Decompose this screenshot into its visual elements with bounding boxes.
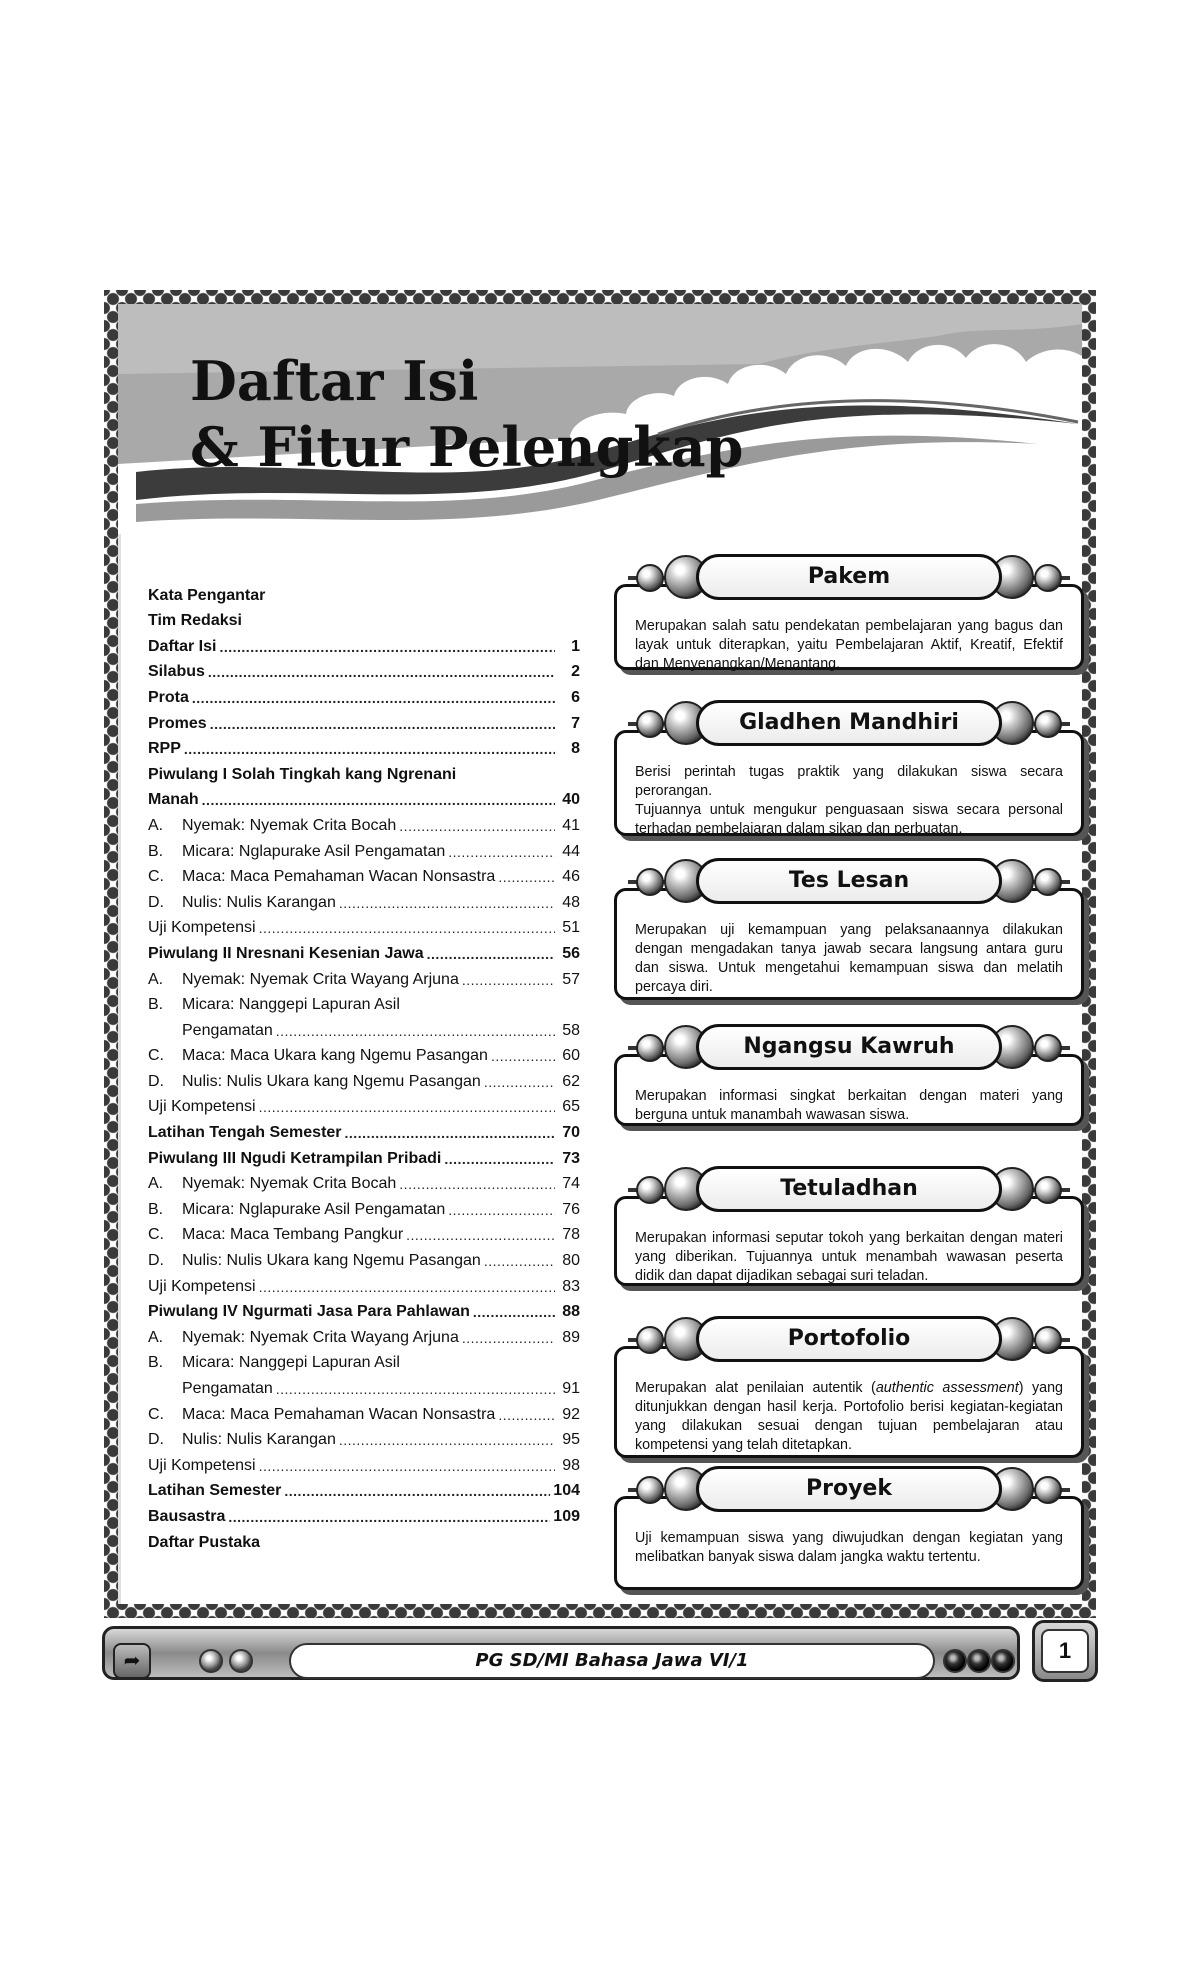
toc-letter: A. xyxy=(148,1175,164,1193)
ornament-ball-icon xyxy=(636,1176,664,1204)
ornament-ball-icon xyxy=(636,868,664,896)
feature-portofolio xyxy=(614,1310,1084,1482)
toc-leader-dots xyxy=(339,893,555,913)
toc-label: Nyemak: Nyemak Crita Bocah xyxy=(182,816,397,834)
toc-label: Prota xyxy=(148,688,189,706)
page-title xyxy=(190,348,743,480)
toc-leader-dots xyxy=(462,970,555,990)
ornament-ball-icon xyxy=(1034,1476,1062,1504)
toc-page-number: 95 xyxy=(562,1431,580,1449)
toc-row xyxy=(148,1245,580,1271)
toc-row xyxy=(148,606,580,632)
ornament-ball-icon xyxy=(1034,564,1062,592)
toc-row xyxy=(148,836,580,862)
feature-title: Portofolio xyxy=(696,1316,1002,1362)
feature-title: Gladhen Mandhiri xyxy=(696,700,1002,746)
ornament-ball-icon xyxy=(1034,1176,1062,1204)
toc-page-number: 80 xyxy=(562,1252,580,1270)
feature-text: Merupakan informasi seputar tokoh yang berkaitan dengan materi yang diberikan. Tujuannya untuk menambah wawasan peserta didik dan dapat dijadikan sebagai suri teladan. xyxy=(635,1230,1063,1284)
feature-title: Pakem xyxy=(696,554,1002,600)
toc-page-number: 51 xyxy=(562,919,580,937)
toc-page-number: 98 xyxy=(562,1456,580,1474)
toc-row xyxy=(148,913,580,939)
feature-badge xyxy=(614,1310,1084,1370)
toc-page-number: 2 xyxy=(571,663,580,681)
toc-row xyxy=(148,1271,580,1297)
feature-text: Merupakan informasi singkat berkaitan dengan materi yang berguna untuk manambah wawasan siswa. xyxy=(635,1088,1063,1123)
toc-row xyxy=(148,1066,580,1092)
page-footer xyxy=(102,1620,1098,1686)
feature-badge xyxy=(614,1160,1084,1220)
footer-dot-icon xyxy=(229,1649,253,1673)
toc-row xyxy=(148,862,580,888)
feature-badge xyxy=(614,852,1084,912)
toc-letter: D. xyxy=(148,1072,164,1090)
toc-row xyxy=(148,682,580,708)
toc-row xyxy=(148,1194,580,1220)
ornament-ball-icon xyxy=(1034,710,1062,738)
toc-label: Micara: Nglapurake Asil Pengamatan xyxy=(182,842,446,860)
toc-leader-dots xyxy=(259,1456,555,1476)
toc-row xyxy=(148,734,580,760)
toc-page-number: 41 xyxy=(562,816,580,834)
toc-letter: A. xyxy=(148,816,164,834)
feature-badge xyxy=(614,548,1084,608)
toc-label: Uji Kompetensi xyxy=(148,1277,256,1295)
toc-leader-dots xyxy=(259,918,555,938)
toc-leader-dots xyxy=(202,790,555,810)
toc-label: Daftar Isi xyxy=(148,637,217,655)
toc-leader-dots xyxy=(427,944,555,964)
toc-row xyxy=(148,785,580,811)
toc-leader-dots xyxy=(498,867,555,887)
toc-label: Piwulang IV Ngurmati Jasa Para Pahlawan xyxy=(148,1303,470,1321)
toc-leader-dots xyxy=(498,1405,555,1425)
toc-row xyxy=(148,1322,580,1348)
toc-label: Uji Kompetensi xyxy=(148,1456,256,1474)
toc-leader-dots xyxy=(276,1021,555,1041)
title-line-1: Daftar Isi xyxy=(190,349,479,413)
toc-row xyxy=(148,1501,580,1527)
feature-text-emphasis: authentic assessment xyxy=(875,1380,1019,1396)
toc-label: Maca: Maca Pemahaman Wacan Nonsastra xyxy=(182,868,496,886)
toc-page-number: 46 xyxy=(562,868,580,886)
footer-dot-icon xyxy=(967,1649,991,1673)
toc-page-number: 70 xyxy=(562,1124,580,1142)
title-line-2: & Fitur Pelengkap xyxy=(190,415,744,479)
toc-page-number: 40 xyxy=(562,791,580,809)
toc-page-number: 92 xyxy=(562,1405,580,1423)
toc-leader-dots xyxy=(448,842,555,862)
ornament-ball-icon xyxy=(636,710,664,738)
footer-dot-icon xyxy=(991,1649,1015,1673)
toc-row xyxy=(148,1169,580,1195)
toc-label: Nulis: Nulis Ukara kang Ngemu Pasangan xyxy=(182,1072,481,1090)
feature-badge xyxy=(614,1460,1084,1520)
toc-letter: A. xyxy=(148,1328,164,1346)
back-arrow-icon: ➦ xyxy=(113,1643,151,1679)
toc-leader-dots xyxy=(345,1123,555,1143)
toc-label: Piwulang I Solah Tingkah kang Ngrenani xyxy=(148,765,457,783)
toc-label: Nulis: Nulis Karangan xyxy=(182,893,336,911)
toc-row xyxy=(148,938,580,964)
toc-leader-dots xyxy=(399,816,555,836)
toc-letter: C. xyxy=(148,868,164,886)
toc-leader-dots xyxy=(473,1302,555,1322)
toc-label: Maca: Maca Ukara kang Ngemu Pasangan xyxy=(182,1047,488,1065)
toc-row xyxy=(148,1425,580,1451)
toc-row xyxy=(148,708,580,734)
toc-label: Nyemak: Nyemak Crita Wayang Arjuna xyxy=(182,970,459,988)
toc-label: Micara: Nanggepi Lapuran Asil xyxy=(182,1354,400,1372)
toc-row xyxy=(148,964,580,990)
toc-leader-dots xyxy=(284,1481,550,1501)
feature-text: Berisi perintah tugas praktik yang dilakukan siswa secara perorangan. xyxy=(635,764,1063,799)
ornament-ball-icon xyxy=(636,1476,664,1504)
toc-row xyxy=(148,1527,580,1553)
toc-row xyxy=(148,887,580,913)
toc-letter: C. xyxy=(148,1405,164,1423)
toc-page-number: 104 xyxy=(553,1482,580,1500)
toc-label: Nyemak: Nyemak Crita Wayang Arjuna xyxy=(182,1328,459,1346)
feature-text-part: ) yang ditunjukkan dengan hasil kerja. Portofolio berisi kegiatan-kegiatan yang dilakukan sesuai dengan tujuan pembelajaran atau kompetensi yang telah ditetapkan. xyxy=(635,1380,1063,1453)
toc-row xyxy=(148,1476,580,1502)
toc-page-number: 62 xyxy=(562,1072,580,1090)
ornament-ball-icon xyxy=(636,1034,664,1062)
toc-leader-dots xyxy=(219,637,555,657)
toc-page-number: 74 xyxy=(562,1175,580,1193)
toc-letter: D. xyxy=(148,893,164,911)
frame-side-strip xyxy=(104,534,118,1614)
ornament-ball-icon xyxy=(1034,868,1062,896)
toc-page-number: 88 xyxy=(562,1303,580,1321)
toc-leader-dots xyxy=(208,662,555,682)
toc-page-number: 91 xyxy=(562,1380,580,1397)
toc-leader-dots xyxy=(406,1225,555,1245)
toc-page-number: 83 xyxy=(562,1277,580,1295)
toc-label: Uji Kompetensi xyxy=(148,1098,256,1116)
toc-label: Maca: Maca Tembang Pangkur xyxy=(182,1226,404,1244)
toc-row xyxy=(148,1015,580,1041)
toc-row xyxy=(148,1450,580,1476)
feature-title: Tes Lesan xyxy=(696,858,1002,904)
toc-label: Micara: Nanggepi Lapuran Asil xyxy=(182,996,400,1014)
ornament-ball-icon xyxy=(636,564,664,592)
toc-page-number: 76 xyxy=(562,1200,580,1218)
feature-text: Uji kemampuan siswa yang diwujudkan dengan kegiatan yang melibatkan banyak siswa dalam jangka waktu tertentu. xyxy=(635,1530,1063,1565)
toc-label: Piwulang II Nresnani Kesenian Jawa xyxy=(148,944,424,962)
toc-label: Pengamatan xyxy=(182,1021,273,1039)
toc-label: Piwulang III Ngudi Ketrampilan Pribadi xyxy=(148,1149,442,1167)
feature-proyek xyxy=(614,1460,1084,1614)
toc-page-number: 58 xyxy=(562,1021,580,1039)
toc-page-number: 109 xyxy=(553,1507,580,1525)
feature-text: Merupakan salah satu pendekatan pembelajaran yang bagus dan layak untuk diterapkan, yaitu Pembelajaran Aktif, Kreatif, Efektif dan Menyenangkan/Menantang. xyxy=(635,618,1063,672)
toc-page-number: 48 xyxy=(562,893,580,911)
toc-label: Nyemak: Nyemak Crita Bocah xyxy=(182,1175,397,1193)
toc-leader-dots xyxy=(259,1277,555,1297)
toc-label: Nulis: Nulis Karangan xyxy=(182,1431,336,1449)
toc-row xyxy=(148,1348,580,1374)
toc-letter: B. xyxy=(148,1354,164,1372)
feature-text-part: Merupakan alat penilaian autentik ( xyxy=(635,1380,876,1396)
toc-row xyxy=(148,631,580,657)
toc-leader-dots xyxy=(339,1430,555,1450)
toc-page-number: 6 xyxy=(571,688,580,706)
feature-ngangsu-kawruh xyxy=(614,1018,1084,1150)
page-number-box xyxy=(1032,1620,1098,1682)
toc-leader-dots xyxy=(448,1200,555,1220)
toc-letter: C. xyxy=(148,1226,164,1244)
toc-label: Daftar Pustaka xyxy=(148,1533,261,1551)
toc-label: Maca: Maca Pemahaman Wacan Nonsastra xyxy=(182,1405,496,1423)
toc-leader-dots xyxy=(228,1507,550,1527)
toc-page-number: 78 xyxy=(562,1226,580,1244)
toc-label: Pengamatan xyxy=(182,1380,273,1397)
feature-text xyxy=(635,1379,1063,1455)
ornament-ball-icon xyxy=(1034,1326,1062,1354)
toc-row xyxy=(148,1143,580,1169)
feature-tetuladhan xyxy=(614,1160,1084,1310)
toc-letter: B. xyxy=(148,996,164,1014)
toc-leader-dots xyxy=(491,1046,555,1066)
toc-row xyxy=(148,657,580,683)
toc-page-number: 56 xyxy=(562,944,580,962)
toc-letter: C. xyxy=(148,1047,164,1065)
toc-row xyxy=(148,1297,580,1323)
toc-leader-dots xyxy=(399,1174,555,1194)
toc-label: Uji Kompetensi xyxy=(148,919,256,937)
feature-pakem xyxy=(614,548,1084,694)
footer-dot-icon xyxy=(199,1649,223,1673)
toc-page-number: 57 xyxy=(562,970,580,988)
ornament-ball-icon xyxy=(636,1326,664,1354)
feature-gladhen-mandhiri xyxy=(614,694,1084,860)
toc-leader-dots xyxy=(184,739,555,759)
toc-leader-dots xyxy=(276,1379,555,1399)
toc-leader-dots xyxy=(444,1149,555,1169)
toc-page-number: 1 xyxy=(571,637,580,655)
toc-label: Promes xyxy=(148,714,207,732)
toc-row xyxy=(148,1399,580,1425)
feature-text-2: Tujuannya untuk mengukur penguasaan siswa secara personal terhadap pembelajaran dalam sikap dan perbuatan. xyxy=(635,802,1063,837)
toc-letter: B. xyxy=(148,842,164,860)
toc-label: Silabus xyxy=(148,663,205,681)
toc-page-number: 44 xyxy=(562,842,580,860)
toc-row xyxy=(148,990,580,1016)
toc-letter: D. xyxy=(148,1252,164,1270)
ornament-ball-icon xyxy=(1034,1034,1062,1062)
toc-label: Micara: Nglapurake Asil Pengamatan xyxy=(182,1200,446,1218)
toc-label: Bausastra xyxy=(148,1507,226,1525)
footer-dot-icon xyxy=(943,1649,967,1673)
toc-row xyxy=(148,1092,580,1118)
footer-title: PG SD/MI Bahasa Jawa VI/1 xyxy=(289,1643,935,1679)
feature-text: Merupakan uji kemampuan yang pelaksanaannya dilakukan dengan mengadakan tanya jawab secara langsung antara guru dan siswa. Untuk mengetahui kemampuan siswa dan melatih percaya diri. xyxy=(635,922,1063,995)
toc-leader-dots xyxy=(462,1328,555,1348)
toc-leader-dots xyxy=(210,714,555,734)
toc-label: Kata Pengantar xyxy=(148,586,266,604)
toc-label: Latihan Semester xyxy=(148,1482,282,1500)
feature-title: Proyek xyxy=(696,1466,1002,1512)
toc-row xyxy=(148,1373,580,1399)
toc-row xyxy=(148,1220,580,1246)
toc-row xyxy=(148,580,580,606)
toc-page-number: 65 xyxy=(562,1098,580,1116)
toc-row xyxy=(148,1117,580,1143)
toc-row xyxy=(148,759,580,785)
toc-row xyxy=(148,1041,580,1067)
toc-letter: B. xyxy=(148,1200,164,1218)
page-number: 1 xyxy=(1041,1629,1089,1673)
toc-page-number: 89 xyxy=(562,1328,580,1346)
toc-leader-dots xyxy=(192,688,555,708)
table-of-contents xyxy=(148,580,580,1553)
toc-page-number: 7 xyxy=(571,714,580,732)
toc-row xyxy=(148,810,580,836)
feature-title: Ngangsu Kawruh xyxy=(696,1024,1002,1070)
toc-page-number: 60 xyxy=(562,1047,580,1065)
toc-leader-dots xyxy=(484,1251,555,1271)
toc-letter: A. xyxy=(148,970,164,988)
toc-leader-dots xyxy=(259,1097,555,1117)
toc-leader-dots xyxy=(484,1072,555,1092)
feature-badge xyxy=(614,694,1084,754)
toc-letter: D. xyxy=(148,1431,164,1449)
toc-label: Latihan Tengah Semester xyxy=(148,1124,342,1142)
feature-badge xyxy=(614,1018,1084,1078)
footer-bar xyxy=(102,1626,1020,1680)
toc-label: RPP xyxy=(148,740,181,758)
toc-page-number: 8 xyxy=(571,740,580,758)
feature-tes-lesan xyxy=(614,852,1084,1024)
toc-label: Tim Redaksi xyxy=(148,612,242,630)
toc-label: Nulis: Nulis Ukara kang Ngemu Pasangan xyxy=(182,1252,481,1270)
feature-title: Tetuladhan xyxy=(696,1166,1002,1212)
toc-page-number: 73 xyxy=(562,1149,580,1167)
toc-label: Manah xyxy=(148,791,199,809)
